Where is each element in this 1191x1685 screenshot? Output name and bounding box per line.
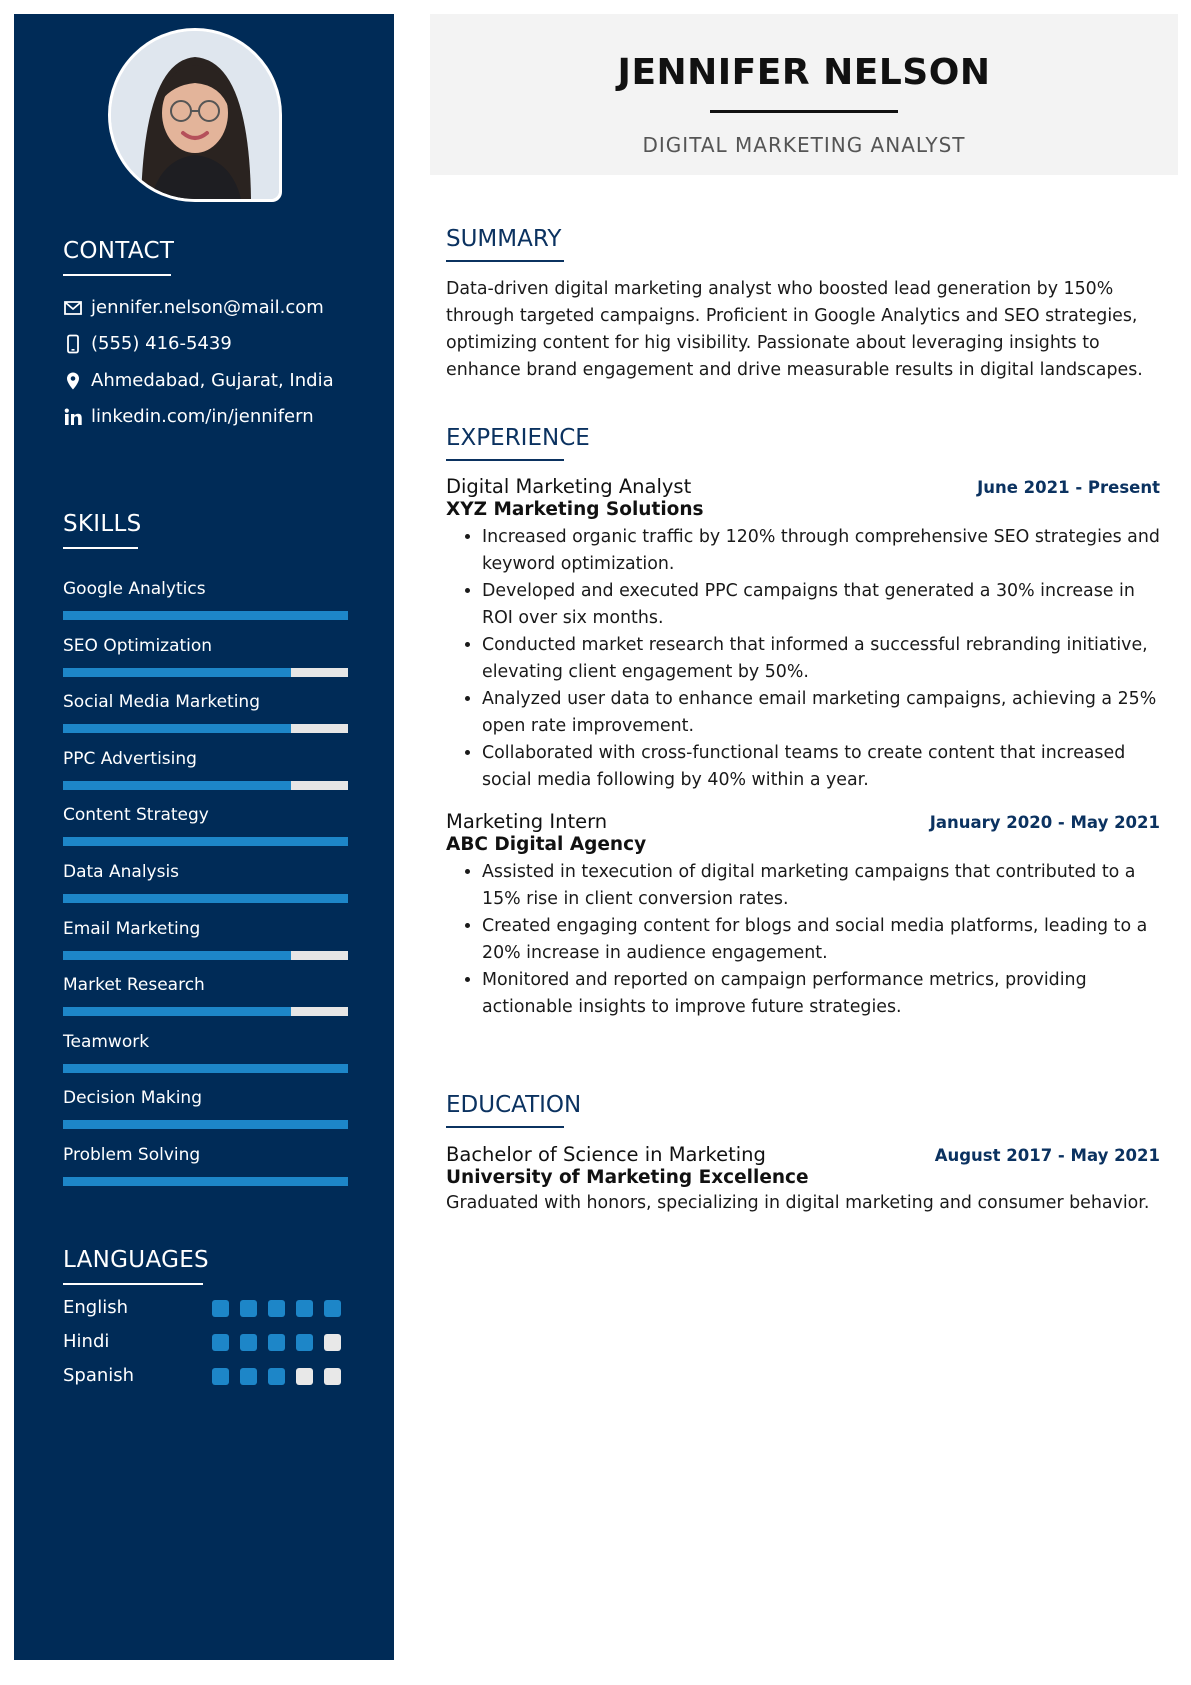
skill-label: Content Strategy bbox=[63, 805, 209, 826]
skill-bar-fill bbox=[63, 1120, 348, 1129]
rating-dot bbox=[212, 1300, 229, 1317]
rating-dot bbox=[268, 1368, 285, 1385]
rating-dot bbox=[296, 1300, 313, 1317]
skill-bar-fill bbox=[63, 1007, 291, 1016]
skill-bar-fill bbox=[63, 611, 348, 620]
skill-bar bbox=[63, 611, 348, 620]
education-school: University of Marketing Excellence bbox=[446, 1167, 809, 1188]
avatar-illustration bbox=[111, 31, 279, 199]
skill-bar bbox=[63, 1177, 348, 1186]
job-bullets bbox=[446, 524, 1160, 794]
rating-dot bbox=[324, 1334, 341, 1351]
contact-location bbox=[63, 370, 334, 391]
sidebar bbox=[14, 14, 394, 1660]
skill-label: Teamwork bbox=[63, 1031, 150, 1052]
language-label: Hindi bbox=[63, 1331, 110, 1352]
skill-label: Email Marketing bbox=[63, 918, 201, 939]
job-bullet: • Collaborated with cross-functional teams to create content that increased social media following by 40% within a year. bbox=[482, 740, 1160, 794]
skill-bar-fill bbox=[63, 781, 291, 790]
phone-text: (555) 416-5439 bbox=[91, 333, 232, 354]
job-bullet: • Assisted in texecution of digital marketing campaigns that contributed to a 15% rise in client conversion rates. bbox=[482, 859, 1160, 913]
job-dates: June 2021 - Present bbox=[977, 478, 1160, 497]
language-rating bbox=[212, 1300, 341, 1317]
education-note: Graduated with honors, specializing in digital marketing and consumer behavior. bbox=[446, 1193, 1150, 1213]
skill-bar bbox=[63, 951, 348, 960]
skill-bar bbox=[63, 837, 348, 846]
education-dates: August 2017 - May 2021 bbox=[934, 1146, 1160, 1165]
jobs-list bbox=[446, 475, 1160, 1021]
experience-section bbox=[446, 425, 1160, 1021]
rating-dot bbox=[268, 1300, 285, 1317]
profile-photo-frame bbox=[108, 28, 282, 202]
education-entry bbox=[446, 1143, 1160, 1217]
language-label: English bbox=[63, 1297, 128, 1318]
skill-bar bbox=[63, 1064, 348, 1073]
rating-dot bbox=[240, 1334, 257, 1351]
rating-dot bbox=[324, 1300, 341, 1317]
skill-label: Data Analysis bbox=[63, 862, 180, 882]
rating-dot bbox=[212, 1368, 229, 1385]
envelope-icon bbox=[63, 298, 83, 318]
experience-heading: EXPERIENCE bbox=[446, 425, 590, 451]
skill-bar bbox=[63, 781, 348, 790]
job-company: XYZ Marketing Solutions bbox=[446, 499, 704, 520]
education-rule bbox=[446, 1126, 564, 1128]
education-degree: Bachelor of Science in Marketing bbox=[446, 1143, 766, 1166]
contact-heading: CONTACT bbox=[63, 238, 174, 276]
location-text: Ahmedabad, Gujarat, India bbox=[91, 370, 334, 391]
contact-email[interactable] bbox=[63, 297, 324, 318]
skill-bar bbox=[63, 1007, 348, 1016]
name-divider bbox=[710, 110, 898, 113]
skill-bar bbox=[63, 724, 348, 733]
rating-dot bbox=[296, 1334, 313, 1351]
profile-photo bbox=[111, 31, 279, 199]
skill-bar-fill bbox=[63, 1064, 348, 1073]
summary-heading: SUMMARY bbox=[446, 226, 562, 252]
rating-dot bbox=[268, 1334, 285, 1351]
candidate-role: DIGITAL MARKETING ANALYST bbox=[642, 133, 966, 157]
skill-bar bbox=[63, 1120, 348, 1129]
job-company: ABC Digital Agency bbox=[446, 834, 647, 855]
rating-dot bbox=[212, 1334, 229, 1351]
contact-phone[interactable] bbox=[63, 333, 232, 354]
job-bullet: • Developed and executed PPC campaigns that generated a 30% increase in ROI over six months. bbox=[482, 578, 1160, 632]
skills-heading: SKILLS bbox=[63, 511, 142, 549]
rating-dot bbox=[240, 1368, 257, 1385]
job-bullets bbox=[446, 859, 1160, 1021]
education-heading: EDUCATION bbox=[446, 1092, 582, 1118]
job-title: Marketing Intern bbox=[446, 810, 608, 833]
summary-text: Data-driven digital marketing analyst who boosted lead generation by 150% through targeted campaigns. Proficient in Google Analytics and SEO strategies, optimizing content for hig visibility. Passionate about leveraging insights to enhance brand engagement and drive measurable results in digital landscapes. bbox=[446, 279, 1143, 380]
rating-dot bbox=[240, 1300, 257, 1317]
location-pin-icon bbox=[63, 371, 83, 391]
candidate-name: JENNIFER NELSON bbox=[617, 52, 991, 93]
resume-header bbox=[430, 14, 1178, 175]
job-bullet: • Increased organic traffic by 120% through comprehensive SEO strategies and keyword optimization. bbox=[482, 524, 1160, 578]
skill-label: Decision Making bbox=[63, 1088, 202, 1109]
job-bullet: • Created engaging content for blogs and social media platforms, leading to a 20% increase in audience engagement. bbox=[482, 913, 1160, 967]
linkedin-text: linkedin.com/in/jennifern bbox=[91, 406, 314, 427]
skill-bar bbox=[63, 894, 348, 903]
skill-label: Market Research bbox=[63, 975, 205, 996]
skill-bar-fill bbox=[63, 894, 348, 903]
linkedin-icon bbox=[63, 407, 83, 427]
summary-section bbox=[446, 226, 1160, 384]
job-entry bbox=[446, 810, 1160, 1021]
rating-dot bbox=[324, 1368, 341, 1385]
experience-rule bbox=[446, 459, 564, 461]
language-label: Spanish bbox=[63, 1365, 135, 1386]
rating-dot bbox=[296, 1368, 313, 1385]
education-section bbox=[446, 1092, 1160, 1217]
skill-bar-fill bbox=[63, 668, 291, 677]
skill-label: SEO Optimization bbox=[63, 635, 213, 656]
contact-linkedin[interactable] bbox=[63, 406, 314, 427]
job-bullet: • Analyzed user data to enhance email marketing campaigns, achieving a 25% open rate improvement. bbox=[482, 686, 1160, 740]
phone-icon bbox=[63, 334, 83, 354]
skill-bar-fill bbox=[63, 837, 348, 846]
skill-bar bbox=[63, 668, 348, 677]
job-bullet: • Monitored and reported on campaign performance metrics, providing actionable insights to improve future strategies. bbox=[482, 967, 1160, 1021]
skill-label: PPC Advertising bbox=[63, 748, 197, 769]
skill-label: Google Analytics bbox=[63, 579, 206, 599]
skill-label: Problem Solving bbox=[63, 1145, 201, 1165]
job-entry bbox=[446, 475, 1160, 794]
summary-rule bbox=[446, 260, 564, 262]
language-rating bbox=[212, 1334, 341, 1351]
skill-bar-fill bbox=[63, 1177, 348, 1186]
languages-heading: LANGUAGES bbox=[63, 1247, 209, 1285]
skill-bar-fill bbox=[63, 951, 291, 960]
language-rating bbox=[212, 1368, 341, 1385]
skill-bar-fill bbox=[63, 724, 291, 733]
job-bullet: • Conducted market research that informed a successful rebranding initiative, elevating client engagement by 50%. bbox=[482, 632, 1160, 686]
job-dates: January 2020 - May 2021 bbox=[929, 813, 1160, 832]
skill-label: Social Media Marketing bbox=[63, 692, 260, 713]
email-text: jennifer.nelson@mail.com bbox=[91, 297, 324, 318]
job-title: Digital Marketing Analyst bbox=[446, 475, 692, 498]
